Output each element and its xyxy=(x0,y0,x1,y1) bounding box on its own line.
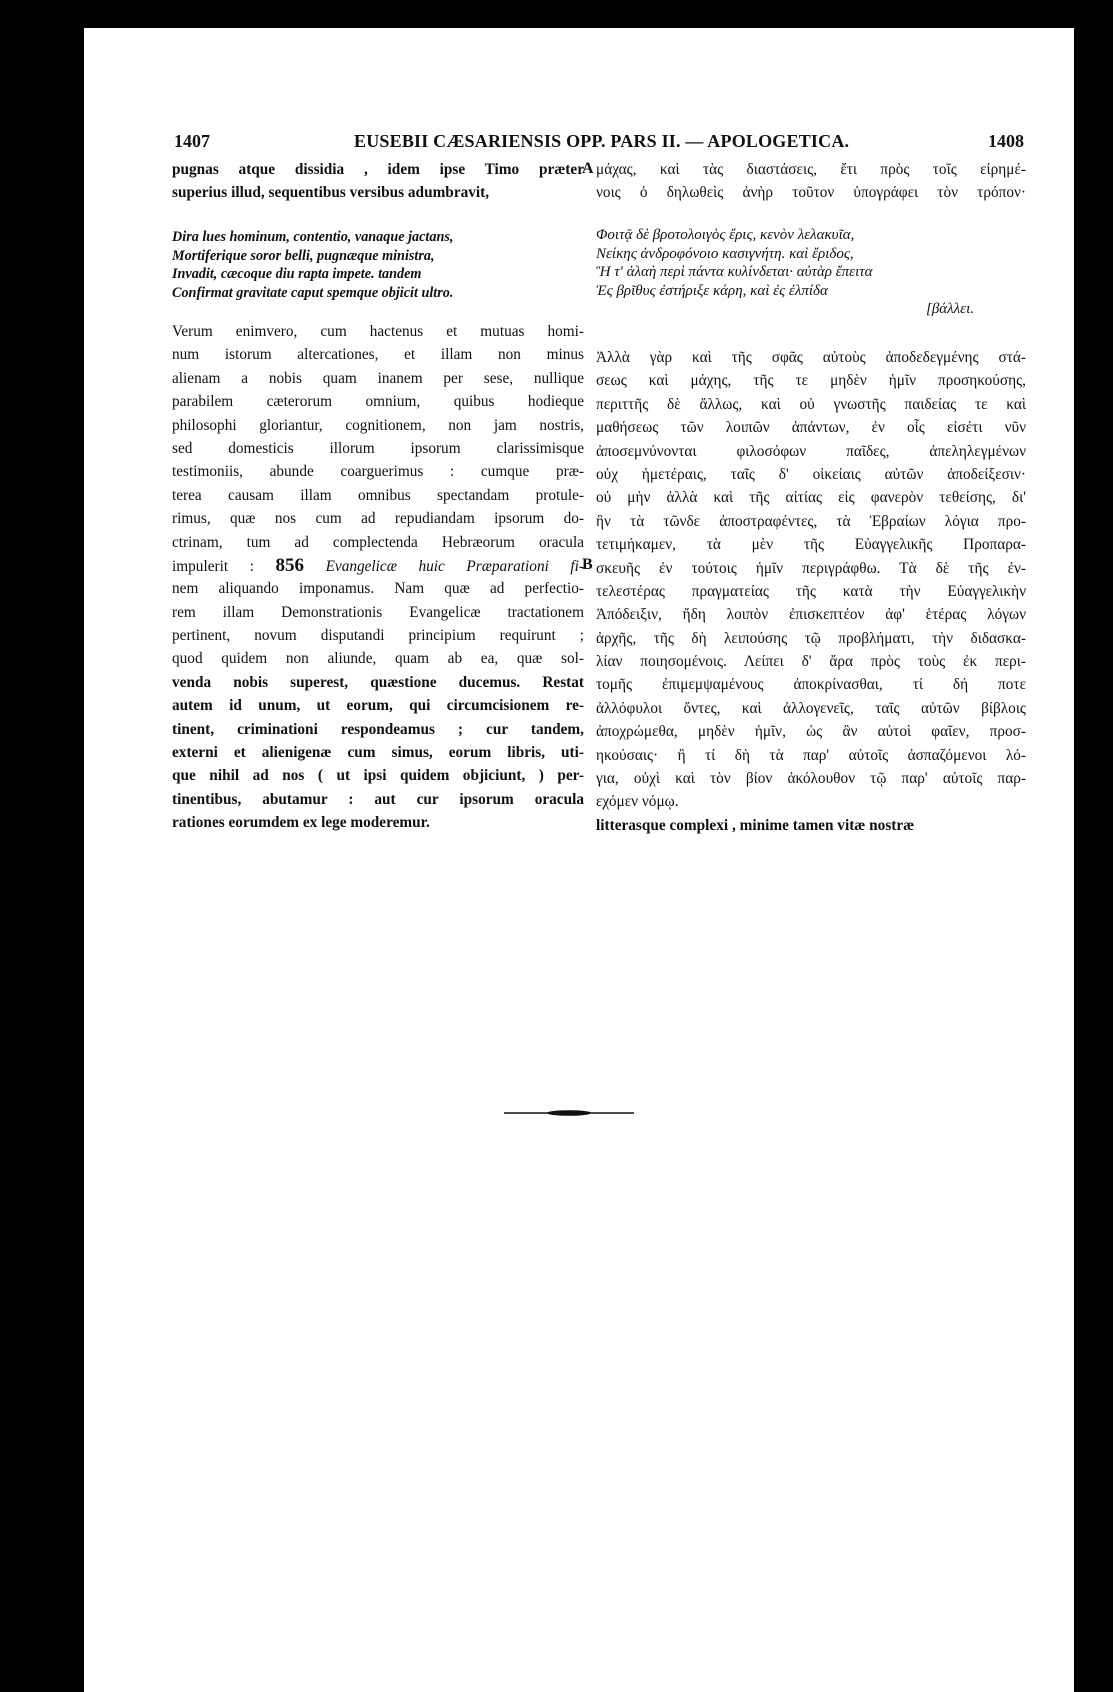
verse-line: Mortiferique soror belli, pugnæque ministra, xyxy=(172,247,435,264)
verse-line: Φοιτᾷ δὲ βροτολοιγὸς ἔρις, κενὸν λελακυῖα, xyxy=(596,227,855,243)
page-number-right: 1408 xyxy=(988,131,1024,151)
verse-line: Dira lues hominum, contentio, vanaque jactans, xyxy=(172,229,454,245)
text-line: parabilem cæterorum omnium, quibus hodieque xyxy=(172,393,584,411)
text-line: tinentibus, abutamur : aut cur ipsorum oracula xyxy=(172,790,584,808)
verse-line: Ἣ τ' ἀλαὴ περὶ πάντα κυλίνδεται· αὐτὰρ ἔπειτα xyxy=(596,264,873,280)
verse-line: [βάλλει. xyxy=(926,301,975,317)
text-line: que nihil ad nos ( ut ipsi quidem objiciunt, ) per- xyxy=(172,767,584,785)
text-line: sed domesticis illorum ipsorum clarissimisque xyxy=(172,439,584,457)
text-line: ἀποχρώμεθα, μηδὲν ἡμῖν, ὡς ἂν αὐτοὶ φαῖεν, προσ- xyxy=(596,723,1026,741)
text-line: τετιμήκαμεν, τὰ μὲν τῆς Εὐαγγελικῆς Προπαρα- xyxy=(596,536,1026,554)
text-line: ἀποσεμνύνονται φιλοσόφων παῖδες, ἀπεληλεγμένων xyxy=(596,442,1026,460)
text-line: quod quidem non aliunde, quam ab ea, quæ sol- xyxy=(172,650,584,668)
right-intro xyxy=(596,158,1026,205)
text-line: ἣν τὰ τῶνδε ἀποστραφέντες, τὰ Ἑβραίων λόγια προ- xyxy=(596,512,1026,530)
text-line: εχόμεν νόμῳ. xyxy=(596,793,679,811)
text-line: μαθήσεως τῶν λοιπῶν ἁπάντων, ἐν οἷς εἰσέτι νῦν xyxy=(596,419,1026,437)
margin-marker-a: A xyxy=(582,160,594,177)
text-line: σκευῆς ἐν τούτοις ἡμῖν περιγράφθω. Τὰ δὲ τῆς ἐν- xyxy=(596,559,1026,577)
running-title: EUSEBII CÆSARIENSIS OPP. PARS II. — APOLOGETICA. xyxy=(354,131,850,151)
text-line: τελεστέρας πραγματείας τῆς κατὰ τὴν Εὐαγγελικὴν xyxy=(596,582,1026,600)
right-body xyxy=(596,346,1026,837)
text-line: περιττῆς δὲ ἄλλως, καὶ οὐ γνωστῆς παιδείας τε καὶ xyxy=(596,395,1026,413)
verse-line: Invadit, cæcoque diu rapta impete. tandem xyxy=(172,266,422,282)
text-line: superius illud, sequentibus versibus adumbravit, xyxy=(172,184,490,202)
text-line: Ἀλλὰ γὰρ καὶ τῆς σφᾶς αὐτοὺς ἀποδεδεγμένης στά- xyxy=(596,349,1026,366)
text-line: rem illam Demonstrationis Evangelicæ tractationem xyxy=(172,603,584,621)
margin-marker-b: B xyxy=(582,556,593,573)
ornamental-rule xyxy=(504,1110,634,1116)
text-line: για, οὐχὶ καὶ τὸν βίον ἀκόλουθον τῷ παρ' αὐτοῖς παρ- xyxy=(596,770,1026,788)
running-header xyxy=(174,131,1024,159)
text-line: Verum enimvero, cum hactenus et mutuas homi- xyxy=(172,323,584,340)
text-line: λίαν ποιησομένοις. Λείπει δ' ἄρα πρὸς τοὺς ἐκ περι- xyxy=(596,653,1026,671)
text-line: μάχας, καὶ τὰς διαστάσεις, ἔτι πρὸς τοῖς εἰρημέ- xyxy=(596,161,1026,178)
text-line: philosophi gloriantur, cognitionem, non jam nostris, xyxy=(172,416,584,434)
text-line: ηκούσαις· ἢ τί δὴ τὰ παρ' αὐτοῖς ἀσπαζόμενοι λό- xyxy=(596,746,1026,764)
verse-line: Ἐς βρῖθυς ἐστήριξε κάρη, καὶ ἐς ἐλπίδα xyxy=(596,282,828,299)
text-line: autem id unum, ut eorum, qui circumcisionem re- xyxy=(172,697,584,715)
section-number: 856 xyxy=(275,554,304,576)
text-line: rationes eorumdem ex lege moderemur. xyxy=(172,814,430,832)
text-line: num istorum altercationes, et illam non minus xyxy=(172,346,584,364)
text-line: νοις ὁ δηλωθεὶς ἀνὴρ τοῦτον ὑπογράφει τὸν τρόπον· xyxy=(596,184,1026,202)
page xyxy=(84,28,1074,1692)
text-line: οὐχ ἡμετέραις, ταῖς δ' οἰκείαις αὐτῶν ἀποδείξεσιν· xyxy=(596,465,1026,483)
rule-swell xyxy=(547,1110,591,1116)
text-line: τομῆς ἐπιμεμψαμένους ἀποκρίνασθαι, τί δή ποτε xyxy=(596,676,1026,694)
verse-line: Confirmat gravitate caput spemque objicit ultro. xyxy=(172,284,454,301)
text-line: venda nobis superest, quæstione ducemus. Restat xyxy=(172,673,584,691)
text-line: terea causam illam omnibus spectandam protule- xyxy=(172,486,584,504)
text-line: alienam a nobis quam inanem per sese, nullique xyxy=(172,369,584,387)
text-line: ἀλλόφυλοι ὄντες, καὶ ἀλλογενεῖς, ταῖς αὐτῶν βίβλοις xyxy=(596,699,1026,717)
left-intro xyxy=(172,158,584,205)
verse-line: Νείκης ἀνδροφόνοιο κασιγνήτη. καὶ ἔριδος, xyxy=(596,245,854,262)
left-body xyxy=(172,320,584,835)
text-line: nem aliquando imponamus. Nam quæ ad perfectio- xyxy=(172,580,584,598)
text-line: pertinent, novum disputandi principium requirunt ; xyxy=(172,627,584,645)
text-line: οὐ μὴν ἀλλὰ καὶ τῆς αἰτίας εἰς φανερὸν τεθείσης, δι' xyxy=(596,489,1026,507)
text-line: ἀρχῆς, τῆς δὴ λειπούσης τῷ προβλήματι, τὴν διδασκα- xyxy=(596,629,1026,647)
page-number-left: 1407 xyxy=(174,131,210,151)
text-line: pugnas atque dissidia , idem ipse Timo præter xyxy=(172,161,584,178)
text-line: testimoniis, abunde coarguerimus : cumque præ- xyxy=(172,463,584,481)
text-line: σεως καὶ μάχης, τῆς τε μηδὲν ἡμῖν προσηκούσης, xyxy=(596,372,1026,390)
text-line: litterasque complexi , minime tamen vitæ nostræ xyxy=(596,816,915,834)
impulerit-text: impulerit : xyxy=(172,557,254,575)
right-poem xyxy=(596,226,1026,319)
text-line: Ἀπόδειξιν, ἤδη λοιπὸν ἐπισκεπτέον ἀφ' ἑτέρας λόγων xyxy=(596,606,1026,624)
text-line: rimus, quæ nos cum ad repudiandam ipsorum do- xyxy=(172,510,584,528)
impulerit-rest: Evangelicæ huic Præparationi fi- xyxy=(325,557,584,575)
text-line xyxy=(172,554,584,577)
text-line: tinent, criminationi respondeamus ; cur tandem, xyxy=(172,720,584,738)
left-poem xyxy=(172,228,584,302)
text-line: externi et alienigenæ cum simus, eorum libris, uti- xyxy=(172,744,584,762)
text-line: ctrinam, tum ad complectenda Hebræorum oracula xyxy=(172,533,584,551)
